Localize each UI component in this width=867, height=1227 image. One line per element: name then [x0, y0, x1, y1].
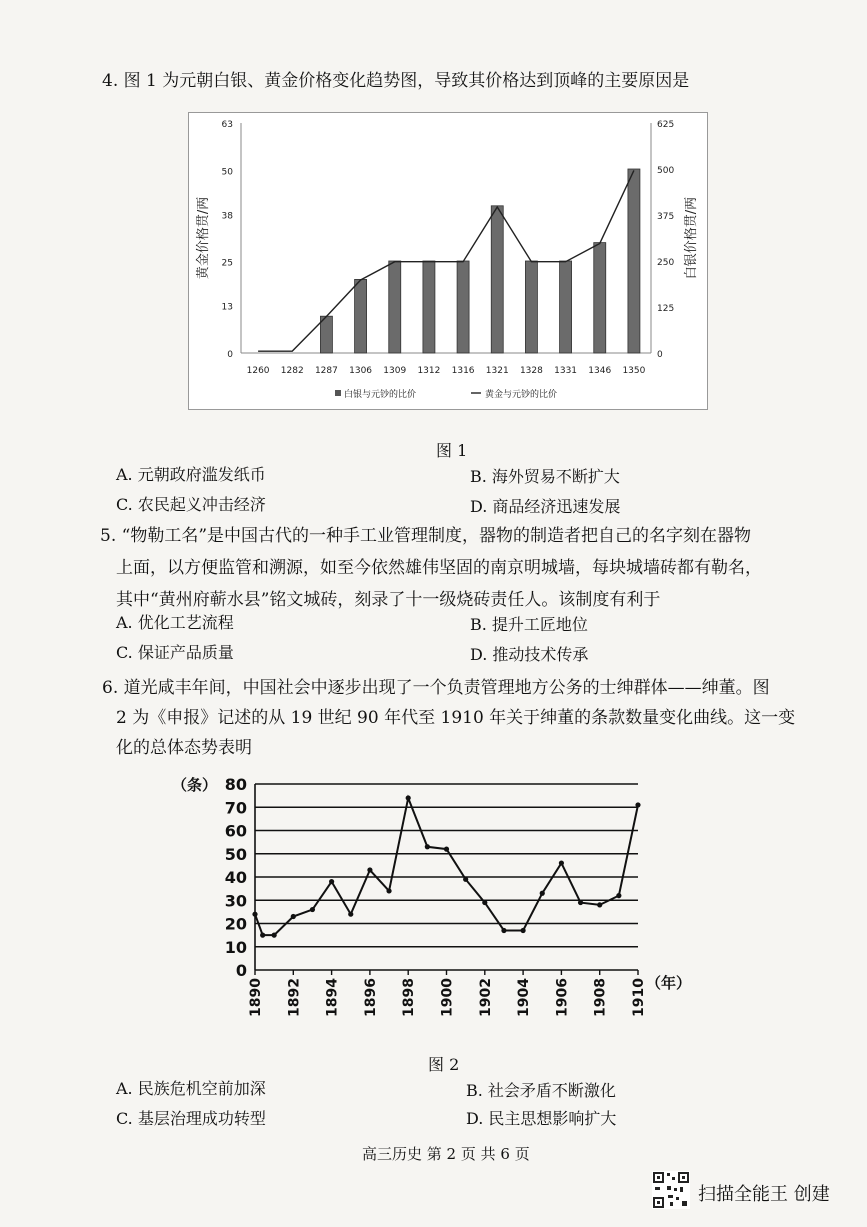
- chart2-y-tick-label: 50: [224, 844, 247, 864]
- chart2-x-tick-label: 1902: [477, 978, 494, 1017]
- chart2-y-tick-label: 0: [235, 961, 247, 980]
- chart1-x-tick-label: 1282: [280, 366, 304, 376]
- chart1-bar: [560, 261, 572, 353]
- chart2-line: [255, 798, 638, 935]
- chart1-x-tick-label: 1331: [554, 366, 578, 376]
- figure-2-caption: 图 2: [428, 1055, 460, 1074]
- chart2-point: [367, 867, 372, 872]
- chart1-right-tick-label: 500: [657, 166, 675, 176]
- figure-1-caption: 图 1: [436, 441, 468, 460]
- chart2-y-tick-label: 20: [224, 914, 247, 934]
- chart2-y-tick-label: 30: [224, 891, 247, 911]
- q6-option-a[interactable]: A. 民族危机空前加深: [116, 1079, 266, 1098]
- figure-2-chart: [160, 770, 720, 1030]
- chart2-x-tick-label: 1894: [324, 978, 341, 1017]
- q6-stem-line-1: 6. 道光咸丰年间，中国社会中逐步出现了一个负责管理地方公务的士绅群体——绅董。图: [102, 678, 770, 698]
- chart1-x-tick-label: 1306: [349, 366, 373, 376]
- chart2-point: [386, 888, 391, 893]
- q4-option-a[interactable]: A. 元朝政府滥发纸币: [116, 465, 266, 484]
- chart2-point: [540, 891, 545, 896]
- chart2-x-tick-label: 1910: [631, 978, 647, 1017]
- chart2-x-tick-label: 1890: [248, 978, 264, 1017]
- chart2-y-tick-label: 40: [224, 868, 247, 887]
- chart2-point: [463, 877, 468, 882]
- chart1-x-tick-label: 1346: [588, 366, 612, 376]
- chart1-right-axis-title: 白银价格贯/两: [684, 196, 699, 280]
- chart1-legend-silver: 白银与元钞的比价: [344, 390, 417, 400]
- chart2-x-unit-label: （年）: [646, 974, 692, 992]
- chart2-x-tick-label: 1906: [554, 978, 571, 1017]
- chart2-point: [521, 928, 526, 933]
- chart2-point: [329, 879, 334, 884]
- chart1-right-tick-label: 125: [657, 304, 675, 314]
- q5-stem-line-1: 5. “物勒工名”是中国古代的一种手工业管理制度，器物的制造者把自己的名字刻在器物: [100, 526, 752, 546]
- chart2-point: [272, 933, 277, 938]
- qr-code-icon: [652, 1171, 690, 1209]
- chart1-left-tick-label: 25: [221, 258, 233, 269]
- chart2-x-tick-label: 1892: [286, 978, 303, 1017]
- chart2-svg: [160, 770, 720, 1030]
- chart2-x-tick-label: 1908: [592, 978, 609, 1017]
- chart1-x-tick-label: 1260: [246, 366, 270, 376]
- chart2-point: [635, 802, 640, 807]
- q5-option-b[interactable]: B. 提升工匠地位: [470, 615, 588, 634]
- q6-stem-line-2: 2 为《申报》记述的从 19 世纪 90 年代至 1910 年关于绅董的条款数量变化曲线。这一变: [116, 708, 796, 728]
- chart2-point: [482, 900, 487, 905]
- chart1-left-tick-label: 38: [221, 211, 233, 222]
- chart2-x-tick-label: 1904: [516, 978, 533, 1017]
- q6-option-d[interactable]: D. 民主思想影响扩大: [466, 1109, 617, 1128]
- chart1-left-axis-title: 黄金价格贯/两: [196, 196, 211, 280]
- chart1-left-tick-label: 0: [227, 350, 233, 360]
- chart2-point: [597, 902, 602, 907]
- chart2-y-unit-label: （条）: [172, 776, 218, 794]
- chart1-legend-gold: 黄金与元钞的比价: [485, 390, 558, 400]
- chart1-x-tick-label: 1350: [622, 366, 646, 376]
- chart1-legend-bar-swatch: [335, 390, 341, 396]
- chart1-bar: [457, 261, 469, 353]
- chart1-x-tick-label: 1287: [314, 366, 338, 376]
- chart1-right-tick-label: 375: [657, 212, 675, 222]
- q6-option-b[interactable]: B. 社会矛盾不断激化: [466, 1081, 616, 1100]
- chart1-svg: [189, 113, 707, 409]
- chart2-point: [406, 795, 411, 800]
- chart2-point: [501, 928, 506, 933]
- scanner-watermark: 扫描全能王 创建: [698, 1184, 830, 1205]
- chart1-right-tick-label: 625: [657, 120, 675, 130]
- q5-stem-line-3: 其中“黄州府蕲水县”铭文城砖，刻录了十一级烧砖责任人。该制度有利于: [116, 590, 661, 610]
- chart1-bar: [628, 169, 640, 353]
- chart1-left-tick-label: 63: [221, 120, 233, 130]
- chart1-x-tick-label: 1321: [485, 366, 509, 376]
- chart2-y-tick-label: 60: [224, 821, 247, 841]
- chart2-point: [578, 900, 583, 905]
- chart1-x-tick-label: 1328: [519, 366, 543, 376]
- chart2-y-tick-label: 10: [224, 937, 247, 957]
- chart1-x-tick-label: 1316: [451, 366, 475, 376]
- figure-1-chart: [188, 112, 708, 410]
- q5-option-d[interactable]: D. 推动技术传承: [470, 645, 589, 664]
- q6-option-c[interactable]: C. 基层治理成功转型: [116, 1109, 266, 1128]
- chart2-x-tick-label: 1900: [439, 978, 456, 1017]
- q4-option-d[interactable]: D. 商品经济迅速发展: [470, 497, 621, 516]
- q4-stem: 4. 图 1 为元朝白银、黄金价格变化趋势图，导致其价格达到顶峰的主要原因是: [102, 71, 690, 91]
- chart2-x-tick-label: 1896: [362, 978, 379, 1017]
- chart1-gold-line: [258, 170, 634, 351]
- q5-stem-line-2: 上面，以方便监管和溯源，如至今依然雄伟坚固的南京明城墙，每块城墙砖都有勒名，: [116, 558, 762, 578]
- chart1-bar: [355, 279, 367, 353]
- page-footer: 高三历史 第 2 页 共 6 页: [362, 1145, 530, 1163]
- chart1-left-tick-label: 13: [221, 302, 233, 313]
- chart2-y-tick-label: 70: [224, 798, 247, 818]
- chart1-left-tick-label: 50: [221, 167, 233, 178]
- chart1-x-tick-label: 1309: [383, 366, 407, 376]
- q5-option-c[interactable]: C. 保证产品质量: [116, 643, 234, 662]
- chart1-bar: [389, 261, 401, 353]
- q6-stem-line-3: 化的总体态势表明: [116, 738, 252, 758]
- q5-option-a[interactable]: A. 优化工艺流程: [116, 613, 234, 632]
- chart1-right-tick-label: 250: [657, 258, 675, 268]
- q4-option-c[interactable]: C. 农民起义冲击经济: [116, 495, 266, 514]
- chart1-x-tick-label: 1312: [417, 366, 441, 376]
- chart1-bar: [423, 261, 435, 353]
- chart1-bar: [491, 206, 503, 353]
- chart2-point: [310, 907, 315, 912]
- chart1-bar: [594, 243, 606, 353]
- chart2-point: [260, 933, 265, 938]
- chart2-point: [291, 914, 296, 919]
- chart2-point: [444, 847, 449, 852]
- chart2-point: [348, 912, 353, 917]
- chart2-point: [559, 860, 564, 865]
- chart2-point: [252, 912, 257, 917]
- chart2-point: [425, 844, 430, 849]
- chart1-right-tick-label: 0: [657, 350, 663, 360]
- chart1-bar: [525, 261, 537, 353]
- chart2-y-tick-label: 80: [224, 775, 247, 794]
- q4-option-b[interactable]: B. 海外贸易不断扩大: [470, 467, 620, 486]
- chart2-x-tick-label: 1898: [401, 978, 418, 1017]
- chart2-point: [616, 893, 621, 898]
